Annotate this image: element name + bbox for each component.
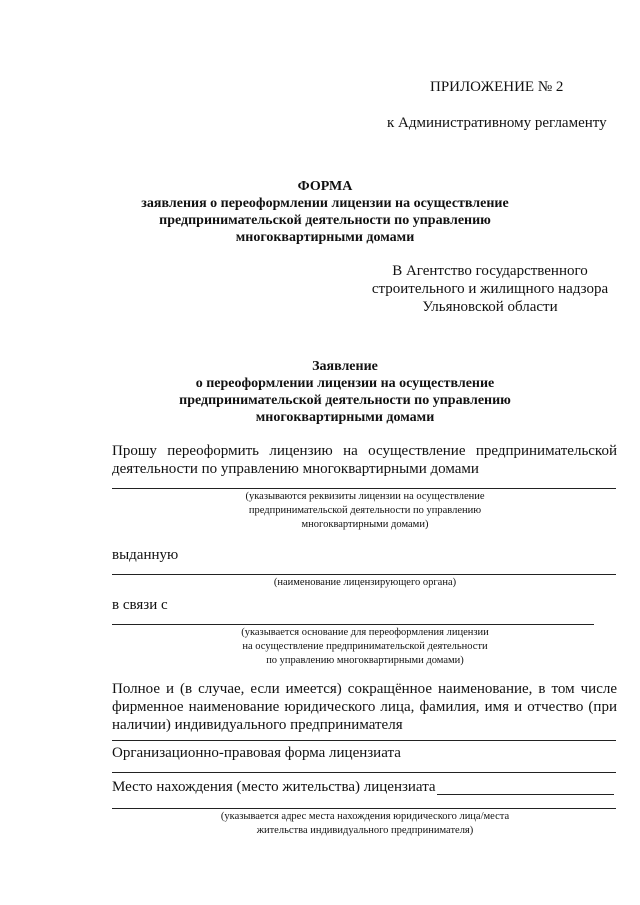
name-line-2: фирменное наименование юридического лица, фамилия, имя и отчество (при [112, 699, 617, 715]
issued-label: выданную [112, 547, 179, 563]
reason-label: в связи с [112, 597, 168, 613]
form-title [120, 178, 530, 246]
form-title-line: ФОРМА [297, 179, 353, 194]
name-line-3: наличии) индивидуального предпринимателя [112, 717, 403, 733]
location-inline-line[interactable] [437, 794, 614, 795]
legal-form-label: Организационно-правовая форма лицензиата [112, 745, 401, 761]
appendix-title: ПРИЛОЖЕНИЕ № 2 [430, 79, 564, 95]
hint-line: (указываются реквизиты лицензии на осуществление [245, 491, 485, 502]
form-title-line: заявления о переоформлении лицензии на осуществление [141, 196, 509, 211]
addressee-line: Ульяновской области [422, 299, 558, 315]
reason-line[interactable] [112, 624, 594, 625]
application-title-line: о переоформлении лицензии на осуществление [195, 376, 495, 391]
form-title-line: предпринимательской деятельности по управлению [159, 213, 491, 228]
hint-line: жительства индивидуального предпринимателя) [256, 825, 474, 836]
hint-line: предпринимательской деятельности по управлению [248, 505, 482, 516]
issuing-authority-line[interactable] [112, 574, 616, 575]
request-line-1: Прошу переоформить лицензию на осуществление предпринимательской [112, 443, 617, 459]
hint-authority: (наименование лицензирующего органа) [273, 577, 457, 588]
hint-reason [150, 626, 580, 668]
hint-line: (указывается основание для переоформления лицензии [241, 627, 489, 638]
license-details-line[interactable] [112, 488, 616, 489]
application-title-line: многоквартирными домами [255, 410, 435, 425]
request-line-2: деятельности по управлению многоквартирными домами [112, 461, 479, 477]
hint-line: на осуществление предпринимательской деятельности [242, 641, 488, 652]
location-line[interactable] [112, 808, 616, 809]
hint-line: многоквартирными домами) [301, 519, 429, 530]
application-title [150, 358, 540, 426]
legal-form-line[interactable] [112, 772, 616, 773]
application-title-line: Заявление [312, 359, 378, 374]
appendix-subtitle: к Административному регламенту [387, 115, 607, 131]
location-label: Место нахождения (место жительства) лицензиата [112, 779, 436, 795]
hint-line: (указывается адрес места нахождения юридического лица/места [220, 811, 510, 822]
application-title-line: предпринимательской деятельности по управлению [179, 393, 511, 408]
addressee-block [370, 262, 610, 316]
licensee-name-line[interactable] [112, 740, 616, 741]
hint-license [150, 490, 580, 532]
addressee-line: строительного и жилищного надзора [371, 281, 609, 297]
name-line-1: Полное и (в случае, если имеется) сокращённое наименование, в том числе [112, 681, 617, 697]
hint-address [150, 810, 580, 838]
addressee-line: В Агентство государственного [392, 263, 588, 279]
form-title-line: многоквартирными домами [235, 230, 415, 245]
hint-line: по управлению многоквартирными домами) [266, 655, 464, 666]
